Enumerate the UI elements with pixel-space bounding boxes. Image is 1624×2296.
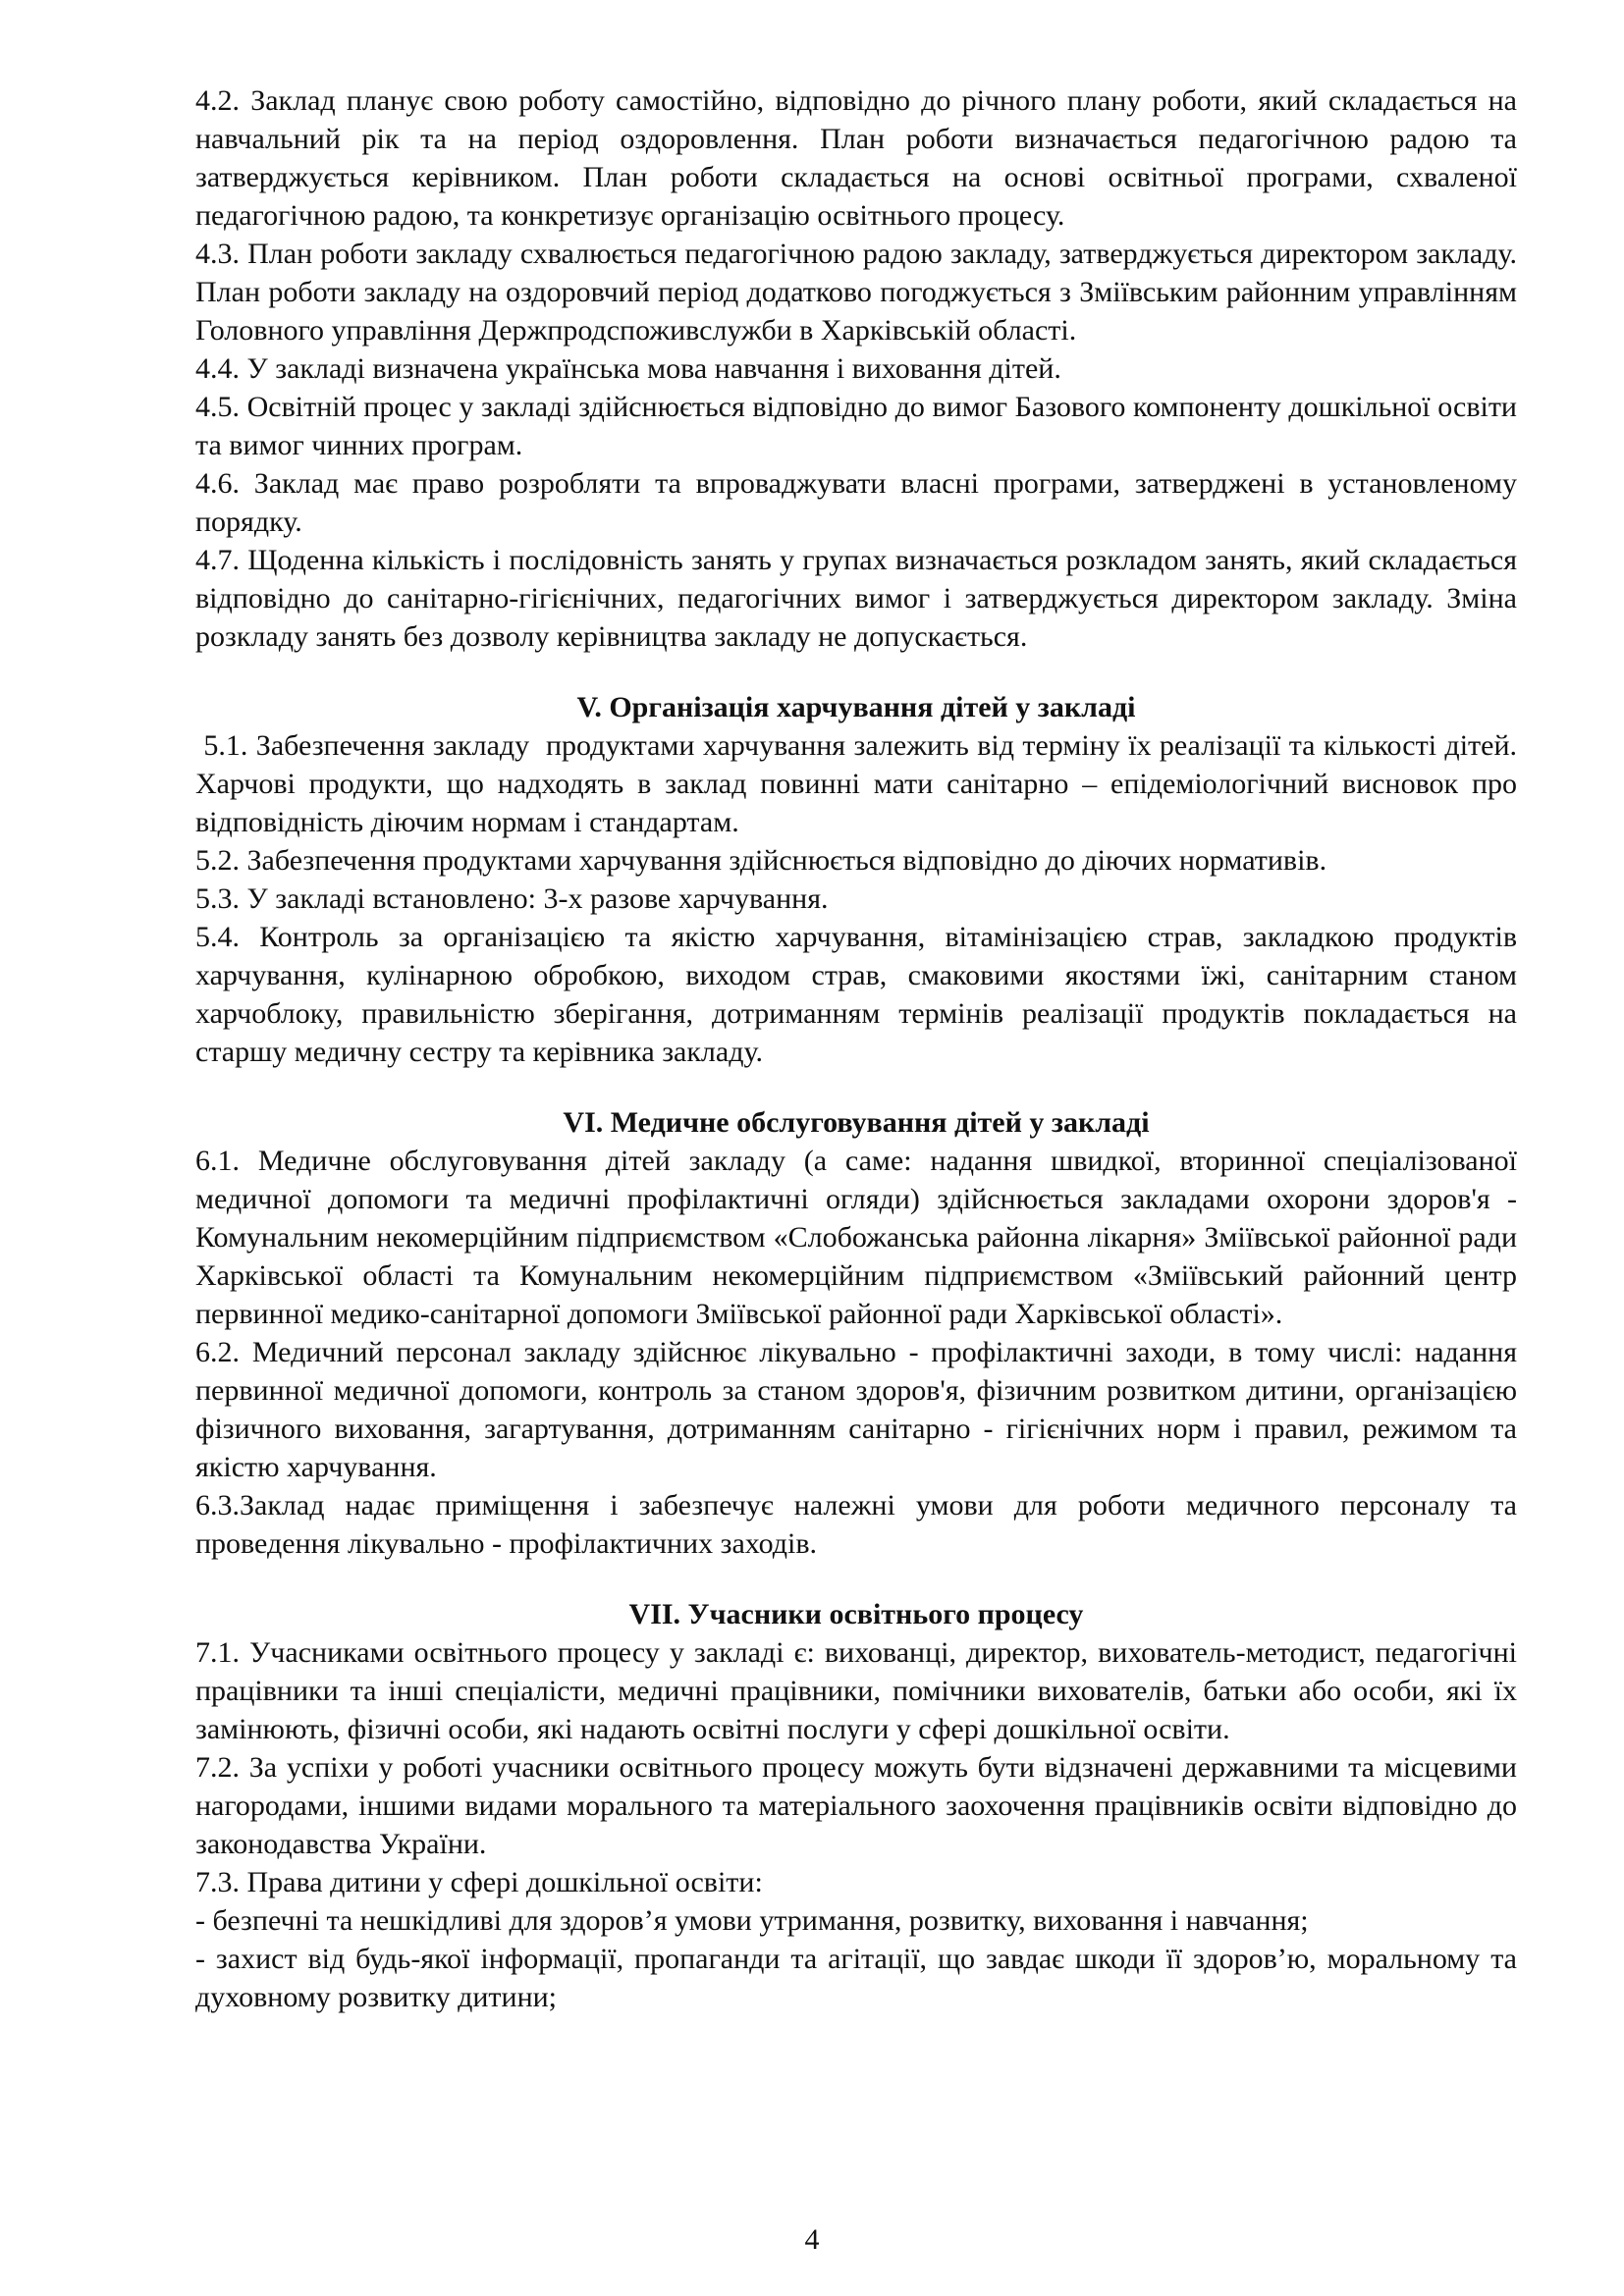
- paragraph-5-2: 5.2. Забезпечення продуктами харчування здійснюється відповідно до діючих нормативів.: [195, 844, 1327, 877]
- paragraph-7-3: 7.3. Права дитини у сфері дошкільної освіти:: [195, 1866, 763, 1898]
- paragraph-4-5: 4.5. Освітній процес у закладі здійснюється відповідно до вимог Базового компоненту дошкільної освіти та вимог чинних програм.: [195, 391, 1517, 461]
- paragraph-4-7: 4.7. Щоденна кількість і послідовність занять у групах визначається розкладом занять, який складається відповідно до санітарно-гігієнічних, педагогічних вимог і затверджується директором закладу. Зміна розкладу занять без дозволу керівництва закладу не допускається.: [195, 544, 1517, 653]
- section-6: [195, 1103, 1517, 1563]
- paragraph-4-3: 4.3. План роботи закладу схвалюється педагогічною радою закладу, затверджується директором закладу. План роботи закладу на оздоровчий період додатково погоджується з Зміївським районним управлінням Головного управління Держпродспоживслужби в Харківській області.: [195, 238, 1517, 347]
- section-5: [195, 688, 1525, 1071]
- section-4: [195, 81, 1517, 656]
- page-number: 4: [804, 2223, 820, 2256]
- paragraph-6-2: 6.2. Медичний персонал закладу здійснює лікувально - профілактичні заходи, в тому числі: надання первинної медичної допомоги, контроль за станом здоров'я, фізичним розвитком дитини, організацією фізичного виховання, загартування, дотриманням санітарно - гігієнічних норм і правил, режимом та якістю харчування.: [195, 1336, 1517, 1483]
- list-item-information-protection: - захист від будь-якої інформації, пропаганди та агітації, що завдає шкоди її здоров’ю, моральному та духовному розвитку дитини;: [195, 1943, 1517, 2013]
- paragraph-4-2: 4.2. Заклад планує свою роботу самостійно, відповідно до річного плану роботи, який складається на навчальний рік та на період оздоровлення. План роботи визначається педагогічною радою та затверджується керівником. План роботи складається на основі освітньої програми, схваленої педагогічною радою, та конкретизує організацію освітнього процесу.: [195, 84, 1517, 232]
- paragraph-5-3: 5.3. У закладі встановлено: 3-х разове харчування.: [195, 882, 829, 915]
- paragraph-7-1: 7.1. Учасниками освітнього процесу у закладі є: вихованці, директор, вихователь-методист, педагогічні працівники та інші спеціалісти, медичні працівники, помічники вихователів, батьки або особи, які їх замінюють, фізичні особи, які надають освітні послуги у сфері дошкільної освіти.: [195, 1636, 1517, 1745]
- section-heading-7: VII. Учасники освітнього процесу: [628, 1598, 1084, 1630]
- paragraph-5-4: 5.4. Контроль за організацією та якістю харчування, вітамінізацією страв, закладкою продуктів харчування, кулінарною обробкою, виходом страв, смаковими якостями їжі, санітарним станом харчоблоку, правильністю зберігання, дотриманням термінів реалізації продуктів покладається на старшу медичну сестру та керівника закладу.: [195, 921, 1517, 1068]
- section-7: [195, 1595, 1517, 2016]
- document-page: [195, 81, 1525, 2016]
- paragraph-6-1: 6.1. Медичне обслуговування дітей закладу (а саме: надання швидкої, вторинної спеціалізованої медичної допомоги та медичні профілактичні огляди) здійснюється закладами охорони здоров'я - Комунальним некомерційним підприємством «Слобожанська районна лікарня» Зміївської районної ради Харківської області та Комунальним некомерційним підприємством «Зміївський районний центр первинної медико-санітарної допомоги Зміївської районної ради Харківської області».: [195, 1145, 1517, 1330]
- section-heading-6: VI. Медичне обслуговування дітей у закладі: [563, 1106, 1150, 1139]
- paragraph-5-1: 5.1. Забезпечення закладу продуктами харчування залежить від терміну їх реалізації та кількості дітей. Харчові продукти, що надходять в заклад повинні мати санітарно – епідеміологічний висновок про відповідність діючим нормам і стандартам.: [195, 729, 1525, 838]
- paragraph-4-6: 4.6. Заклад має право розробляти та впроваджувати власні програми, затверджені в установленому порядку.: [195, 467, 1517, 538]
- section-heading-5: V. Організація харчування дітей у закладі: [576, 691, 1136, 723]
- paragraph-6-3: 6.3.Заклад надає приміщення і забезпечує належні умови для роботи медичного персоналу та проведення лікувально - профілактичних заходів.: [195, 1489, 1517, 1560]
- paragraph-4-4: 4.4. У закладі визначена українська мова навчання і виховання дітей.: [195, 352, 1061, 385]
- list-item-safe-conditions: - безпечні та нешкідливі для здоров’я умови утримання, розвитку, виховання і навчання;: [195, 1904, 1309, 1937]
- paragraph-7-2: 7.2. За успіхи у роботі учасники освітнього процесу можуть бути відзначені державними та місцевими нагородами, іншими видами морального та матеріального заохочення працівників освіти відповідно до законодавства України.: [195, 1751, 1517, 1860]
